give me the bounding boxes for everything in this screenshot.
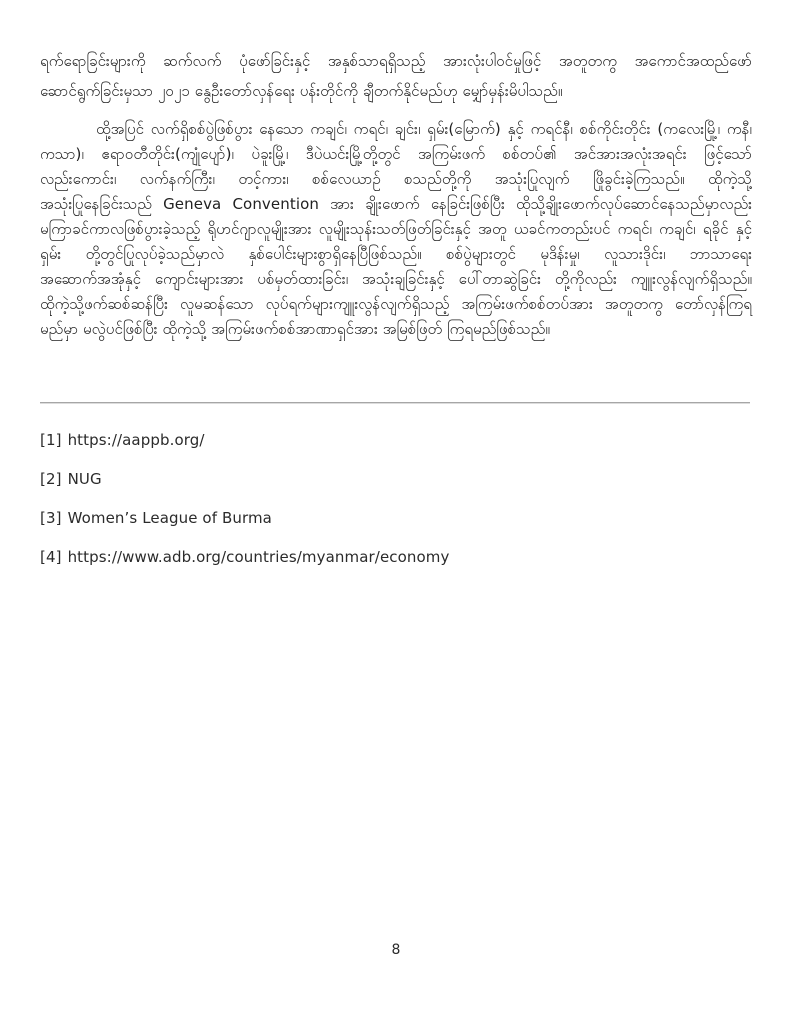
body-text-line: လည်းကောင်း၊ လက်နက်ကြီး၊ တင့်ကား၊ စစ်လေယာဉ် စသည်တို့ကို အသုံးပြုလျက် ဖြိုခွင်းခဲ့ကြသည်။ ထိုကဲ့သို့ [40, 170, 752, 188]
body-text-line: ထိုကဲ့သို့ဖက်ဆစ်ဆန်ပြီး လူမဆန်သော လုပ်ရက်များကျူးလွန်လျက်ရှိသည့် အကြမ်းဖက်စစ်တပ်အား အတူတကွ တော်လှန်ကြရ [40, 295, 752, 313]
footnote-text: NUG [67, 470, 102, 488]
footnotes-section [40, 430, 752, 567]
footnote-item [40, 469, 752, 489]
body-text-line: ရက်ရောခြင်းများကို ဆက်လက် ပုံဖော်ခြင်းနှင့် အနှစ်သာရရှိသည့် အားလုံးပါဝင်မှုဖြင့် အတူတကွ အကောင်အထည်ဖော် [40, 52, 752, 70]
body-text-line: ထို့အပြင် လက်ရှိစစ်ပွဲဖြစ်ပွား နေသော ကချင်၊ ကရင်၊ ချင်း၊ ရှမ်း(မြောက်) နှင့် ကရင်နီ၊ စစ်ကိုင်းတိုင်း (ကလေးမြို့၊ ကနီ၊ [96, 120, 752, 138]
footnote-marker: [3] [40, 509, 62, 527]
page-number: 8 [391, 942, 401, 958]
body-text-line: ကသာ)၊ ဧရာဝတီတိုင်း(ကျုံပျော်)၊ ပဲခူးမြို့၊ ဒီပဲယင်းမြို့တို့တွင် အကြမ်းဖက် စစ်တပ်၏ အင်အားအလုံးအရင်း ဖြင့်သော် [40, 145, 752, 163]
body-text-line: အသုံးပြုနေခြင်းသည် Geneva Convention အား ချိုးဖောက် နေခြင်းဖြစ်ပြီး ထိုသို့ချိုးဖောက်လုပ်ဆောင်နေသည်မှာလည်း [40, 195, 752, 213]
footnote-text: https://www.adb.org/countries/myanmar/economy [67, 548, 450, 566]
body-text-line: ဆောင်ရွက်ခြင်းမှသာ ၂၀၂၁ နွေဦးတော်လှန်ရေး ပန်းတိုင်ကို ချီတက်နိုင်မည်ဟု မျှော်မှန်းမိပါသည်။ [40, 82, 563, 100]
footnote-item [40, 508, 752, 528]
body-text-line: အဆောက်အအုံနှင့် ကျောင်းများအား ပစ်မှတ်ထားခြင်း၊ အသုံးချခြင်းနှင့် ပေါ်တာဆွဲခြင်း တို့ကိုလည်း ကျူးလွန်လျက်ရှိသည်။ [40, 270, 752, 288]
footnote-marker: [2] [40, 470, 62, 488]
footnote-text: https://aappb.org/ [67, 431, 205, 449]
footnote-text: Women’s League of Burma [67, 509, 272, 527]
body-text-line: မည်မှာ မလွဲပင်ဖြစ်ပြီး ထိုကဲ့သို့ အကြမ်းဖက်စစ်အာဏာရှင်အား အမြစ်ဖြတ် ကြရမည်ဖြစ်သည်။ [40, 320, 550, 338]
footnote-divider [40, 402, 750, 404]
paragraph-2 [40, 117, 752, 342]
footnote-marker: [4] [40, 548, 62, 566]
body-text-line: ရှမ်း တို့တွင်ပြုလုပ်ခဲ့သည်မှာလဲ နှစ်ပေါင်းများစွာရှိနေပြီဖြစ်သည်။ စစ်ပွဲများတွင် မုဒိန်းမှု၊ လူသားဒိုင်း၊ ဘာသာရေး [40, 245, 752, 263]
footnote-item [40, 430, 752, 450]
paragraph-1 [40, 46, 752, 106]
footnote-item [40, 547, 752, 567]
body-text-line: မကြာခင်ကာလဖြစ်ပွားခဲ့သည့် ရိုဟင်ဂျာလူမျိုးအား လူမျိုးသုန်းသတ်ဖြတ်ခြင်းနှင့် အတူ ယခင်ကတည်းပင် ကရင်၊ ကချင်၊ ရခိုင် နှင့် [40, 220, 752, 238]
footnote-marker: [1] [40, 431, 62, 449]
